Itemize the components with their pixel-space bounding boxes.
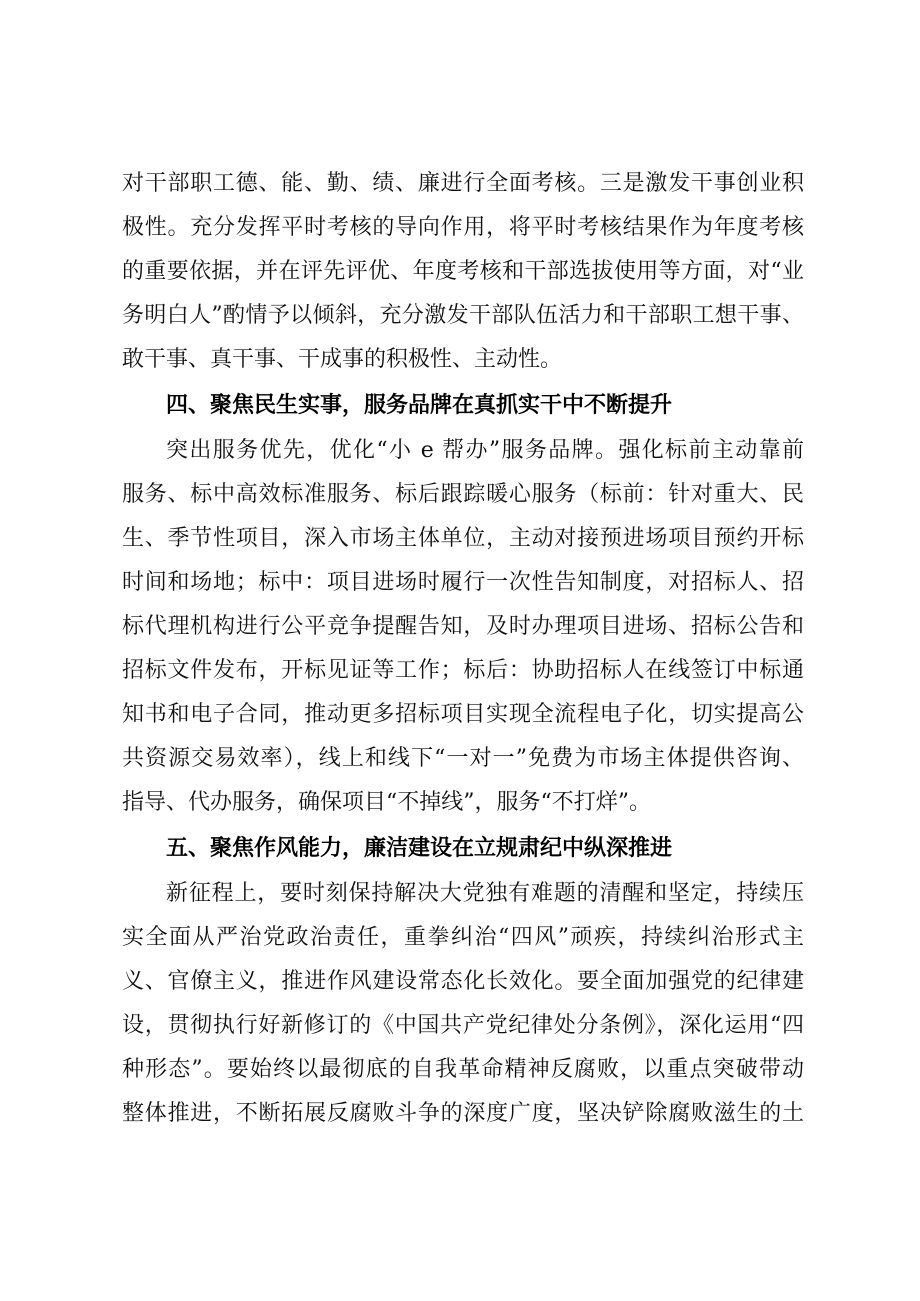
paragraph-3-line-3: 义、官僚主义，推进作风建设常态化长效化。要全面加强党的纪律建: [122, 969, 804, 994]
paragraph-2-line-7: 知书和电子合同，推动更多招标项目实现全流程电子化，切实提高公: [122, 702, 804, 727]
paragraph-1-line-4: 务明白人”酌情予以倾斜，充分激发干部队伍活力和干部职工想干事、: [122, 303, 804, 328]
paragraph-2-line-2: 服务、标中高效标准服务、标后跟踪暖心服务（标前：针对重大、民: [122, 482, 804, 507]
paragraph-1-line-3: 的重要依据，并在评先评优、年度考核和干部选拔使用等方面，对“业: [122, 259, 804, 284]
paragraph-2-line-6: 招标文件发布，开标见证等工作；标后：协助招标人在线签订中标通: [122, 658, 804, 683]
paragraph-1-line-2: 极性。充分发挥平时考核的导向作用，将平时考核结果作为年度考核: [122, 215, 804, 240]
paragraph-3-line-1: 新征程上，要时刻保持解决大党独有难题的清醒和坚定，持续压: [166, 881, 804, 906]
paragraph-3-line-5: 种形态”。要始终以最彻底的自我革命精神反腐败，以重点突破带动: [122, 1057, 804, 1082]
paragraph-2-line-5: 标代理机构进行公平竞争提醒告知，及时办理项目进场、招标公告和: [122, 614, 804, 639]
section-heading-4: 四、聚焦民生实事，服务品牌在真抓实干中不断提升: [166, 393, 673, 418]
paragraph-2-line-8: 共资源交易效率），线上和线下“一对一”免费为市场主体提供咨询、: [122, 746, 804, 771]
paragraph-2-line-3: 生、季节性项目，深入市场主体单位，主动对接预进场项目预约开标: [122, 526, 804, 551]
paragraph-2-line-4: 时间和场地；标中：项目进场时履行一次性告知制度，对招标人、招: [122, 570, 804, 595]
paragraph-1-line-5: 敢干事、真干事、干成事的积极性、主动性。: [122, 347, 563, 372]
section-heading-5: 五、聚焦作风能力，廉洁建设在立规肃纪中纵深推进: [166, 836, 673, 861]
paragraph-2-line-9: 指导、代办服务，确保项目“不掉线”，服务“不打烊”。: [122, 790, 651, 815]
paragraph-2-line-1: 突出服务优先，优化“小 e 帮办”服务品牌。强化标前主动靠前: [166, 438, 804, 463]
paragraph-3-line-4: 设，贯彻执行好新修订的《中国共产党纪律处分条例》，深化运用“四: [122, 1013, 804, 1038]
paragraph-1-line-1: 对干部职工德、能、勤、绩、廉进行全面考核。三是激发干事创业积: [122, 171, 804, 196]
paragraph-3-line-6: 整体推进，不断拓展反腐败斗争的深度广度，坚决铲除腐败滋生的土: [122, 1101, 804, 1126]
paragraph-3-line-2: 实全面从严治党政治责任，重拳纠治“四风”顽疾，持续纠治形式主: [122, 925, 804, 950]
